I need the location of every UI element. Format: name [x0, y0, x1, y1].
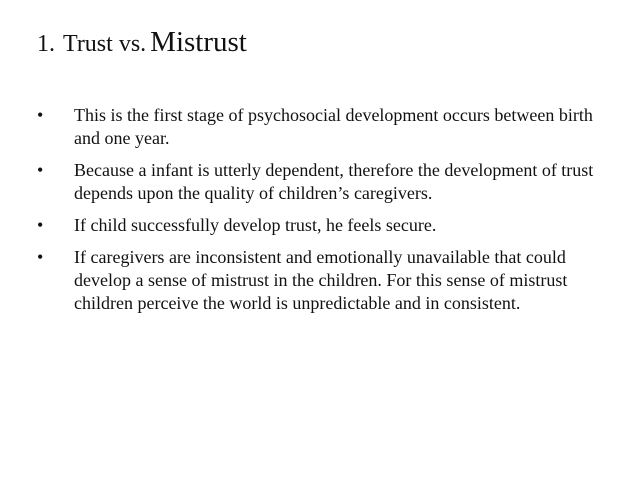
- bullet-text: This is the first stage of psychosocial development occurs between birth and one year.: [74, 105, 593, 148]
- bullet-icon: •: [37, 160, 44, 180]
- bullet-item: [37, 104, 617, 150]
- bullet-item: [37, 214, 617, 237]
- bullet-icon: •: [37, 215, 44, 235]
- bullet-icon: •: [37, 247, 44, 267]
- bullet-list: [37, 104, 617, 324]
- title-part-trust: Trust vs.: [63, 31, 147, 57]
- title-part-mistrust: Mistrust: [150, 26, 247, 58]
- bullet-text: If child successfully develop trust, he feels secure.: [74, 215, 437, 235]
- bullet-icon: •: [37, 105, 44, 125]
- bullet-item: [37, 246, 617, 315]
- title-number: 1.: [37, 31, 55, 57]
- bullet-item: [37, 159, 617, 205]
- bullet-text: If caregivers are inconsistent and emotionally unavailable that could develop a sense of mistrust in the children. For this sense of mistrust children perceive the world is unpredictable and in consistent.: [74, 247, 568, 313]
- slide-title: [37, 22, 247, 62]
- bullet-text: Because a infant is utterly dependent, therefore the development of trust depends upon the quality of children’s caregivers.: [74, 160, 594, 203]
